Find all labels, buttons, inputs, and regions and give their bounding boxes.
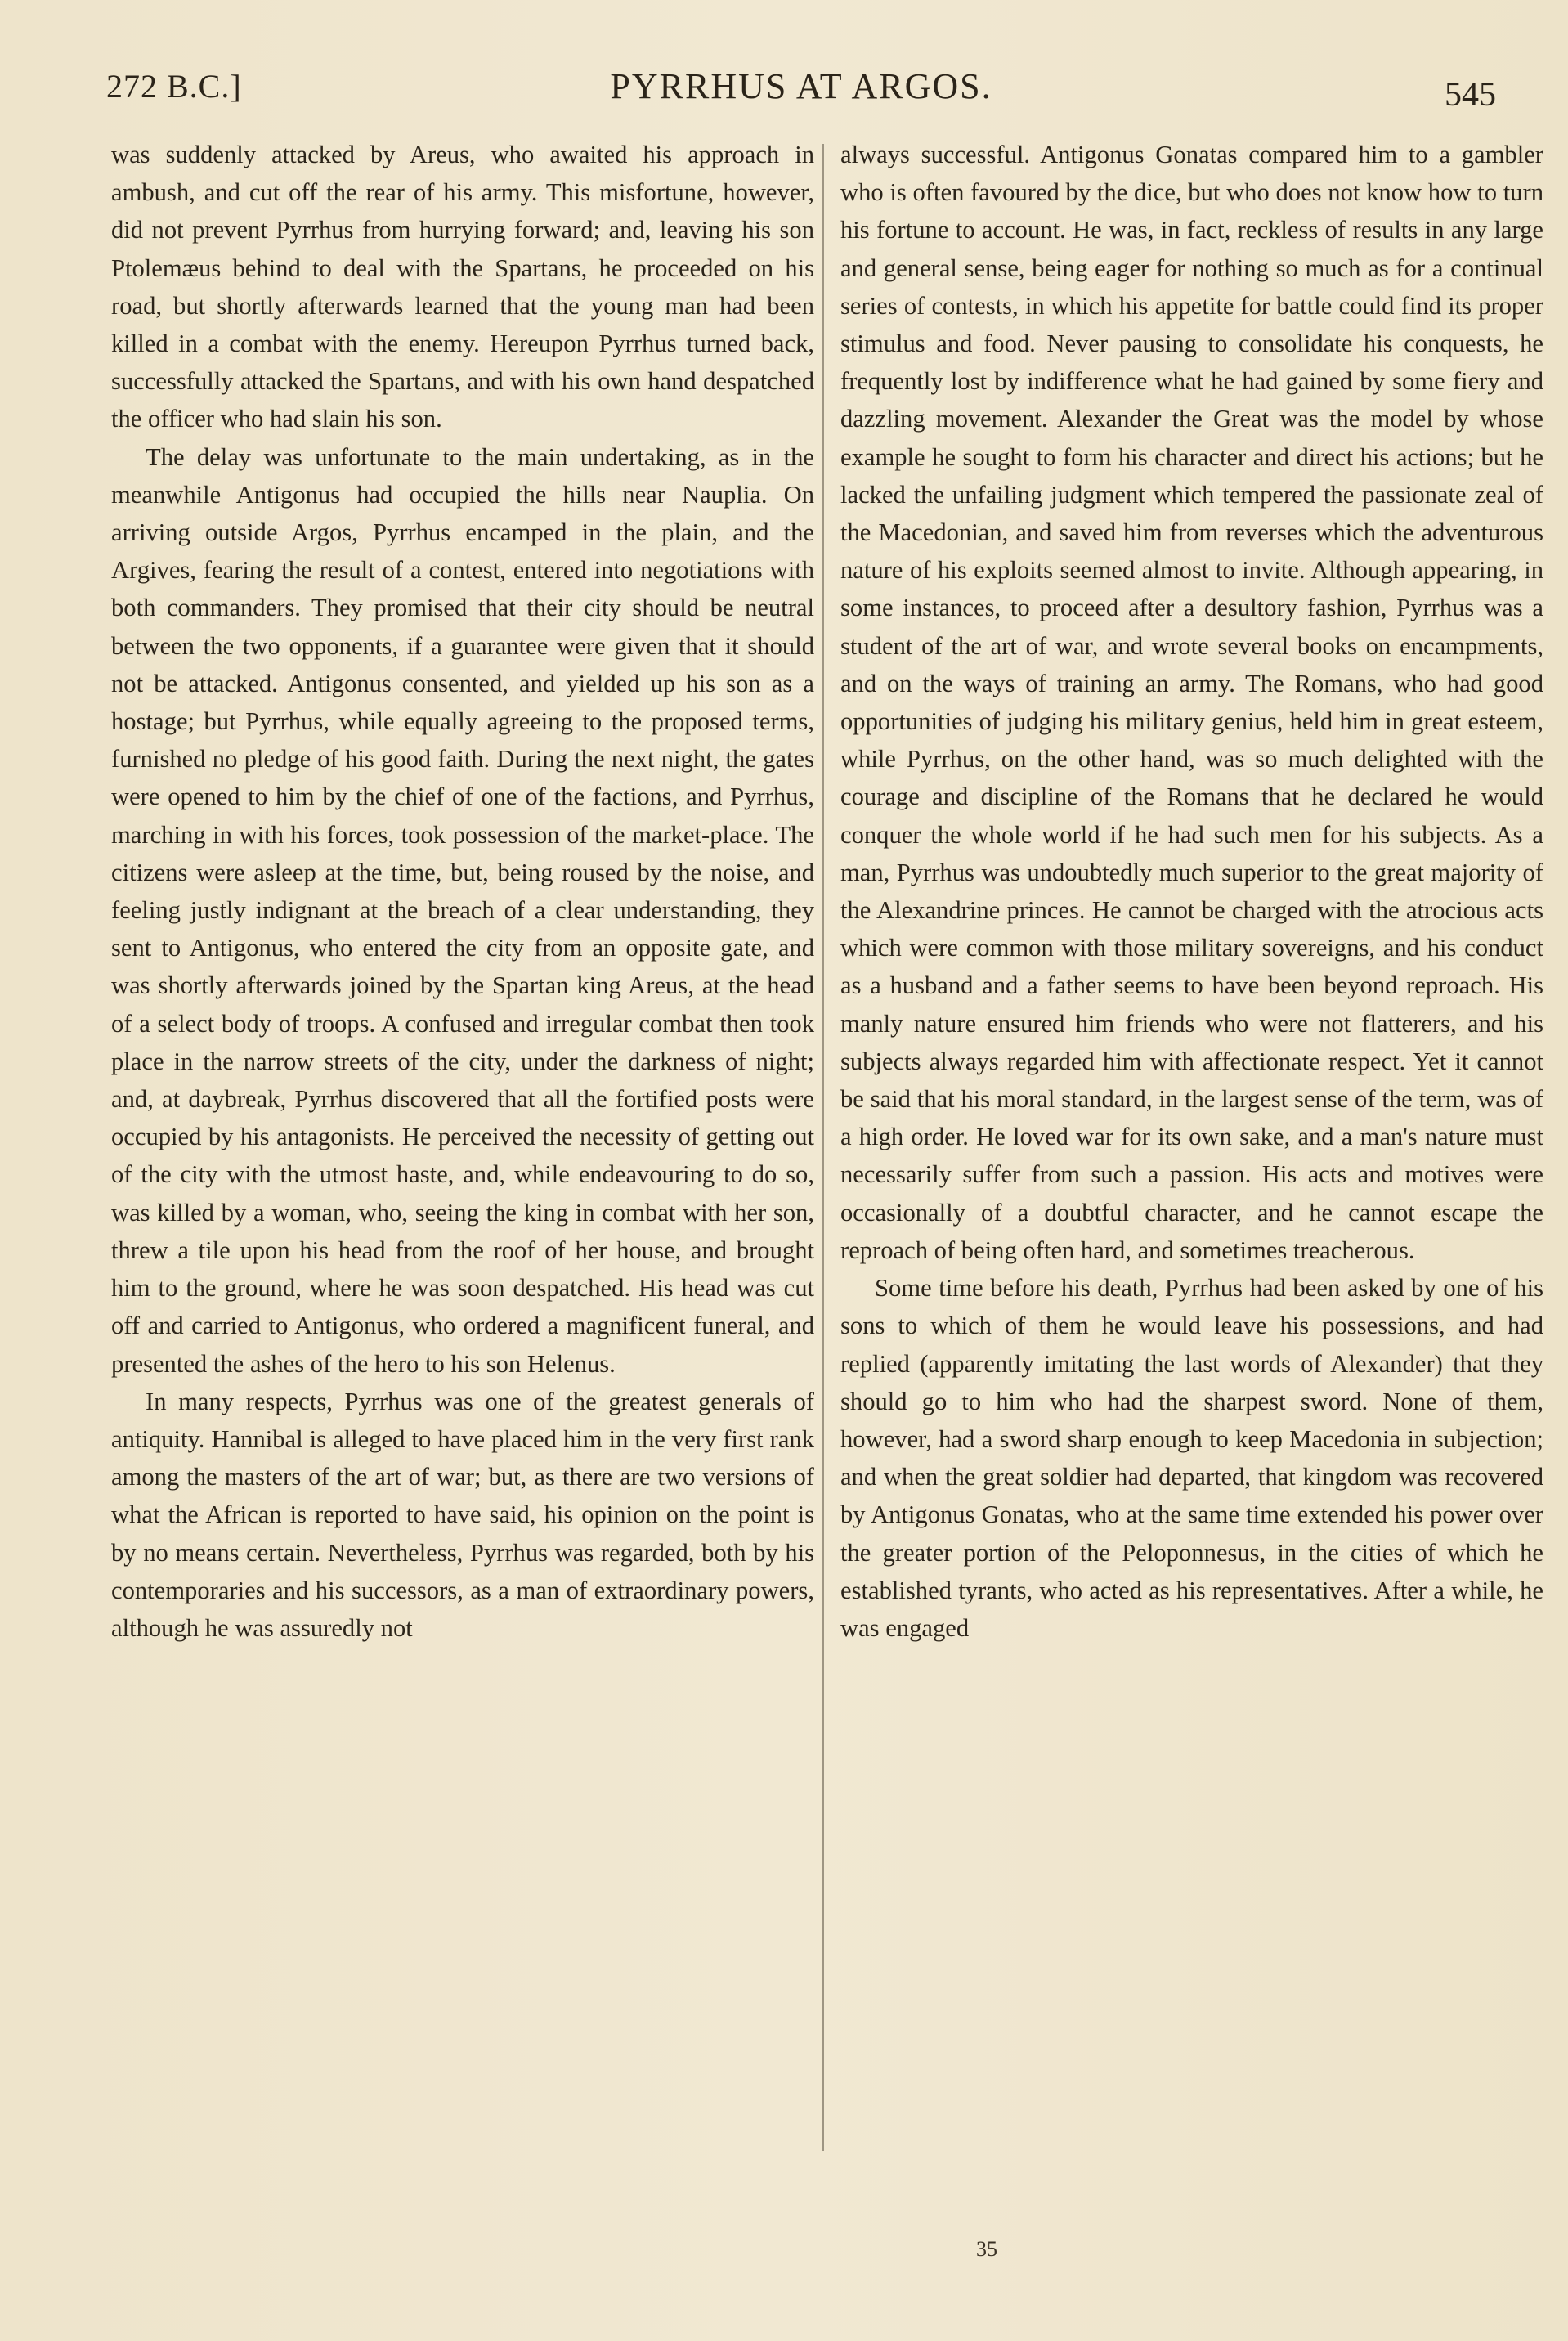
paragraph: was suddenly attacked by Areus, who awaited his approach in ambush, and cut off the rear of his army. This misfortune, however, did not prevent Pyrrhus from hurrying forward; and, leaving his son Ptolemæus behind to deal with the Spartans, he proceeded on his road, but shortly afterwards learned that the young man had been killed in a combat with the enemy. Hereupon Pyrrhus turned back, successfully attacked the Spartans, and with his own hand despatched the officer who had slain his son. — [111, 141, 814, 433]
paragraph: Some time before his death, Pyrrhus had been asked by one of his sons to which of them he would leave his possessions, and had replied (apparently imitating the last words of Alexander) that they should go to him who had the sharpest sword. None of them, however, had a sword sharp enough to keep Macedonia in subjection; and when the great soldier had departed, that kingdom was recovered by Antigonus Gonatas, who at the same time extended his power over the greater portion of the Peloponnesus, in the cities of which he established tyrants, who acted as his representatives. After a while, he was engaged — [840, 1274, 1543, 1642]
paragraph: In many respects, Pyrrhus was one of the greatest generals of antiquity. Hannibal is alleged to have placed him in the very first rank among the masters of the art of war; but, as there are two versions of what the African is reported to have said, his opinion on the point is by no means certain. Nevertheless, Pyrrhus was regarded, both by his contemporaries and his successors, as a man of extraordinary powers, although he was assuredly not — [111, 1387, 814, 1642]
paragraph: The delay was unfortunate to the main undertaking, as in the meanwhile Antigonus had occupied the hills near Nauplia. On arriving outside Argos, Pyrrhus encamped in the plain, and the Argives, fearing the result of a contest, entered into negotiations with both commanders. They promised that their city should be neutral between the two opponents, if a guarantee were given that it should not be attacked. Antigonus consented, and yielded up his son as a hostage; but Pyrrhus, while equally agreeing to the proposed terms, furnished no pledge of his good faith. During the next night, the gates were opened to him by the chief of one of the factions, and Pyrrhus, marching in with his forces, took possession of the market-place. The citizens were asleep at the time, but, being roused by the noise, and feeling justly indignant at the breach of a clear understanding, they sent to Antigonus, who entered the city from an opposite gate, and was shortly afterwards joined by the Spartan king Areus, at the head of a select body of troops. A confused and irregular combat then took place in the narrow streets of the city, under the darkness of night; and, at daybreak, Pyrrhus discovered that all the fortified posts were occupied by his antagonists. He perceived the necessity of getting out of the city with the utmost haste, and, while endeavouring to do so, was killed by a woman, who, seeing the king in combat with her son, threw a tile upon his head from the roof of her house, and brought him to the ground, where he was soon despatched. His head was cut off and carried to Antigonus, who ordered a magnificent funeral, and presented the ashes of the hero to his son Helenus. — [111, 442, 814, 1378]
paragraph: always successful. Antigonus Gonatas compared him to a gambler who is often favoured by the dice, but who does not know how to turn his fortune to account. He was, in fact, reckless of results in any large and general sense, being eager for nothing so much as for a continual series of contests, in which his appetite for battle could find its proper stimulus and food. Never pausing to consolidate his conquests, he frequently lost by indifference what he had gained by some fiery and dazzling movement. Alexander the Great was the model by whose example he sought to form his character and direct his actions; but he lacked the unfailing judgment which tempered the passionate zeal of the Macedonian, and saved him from reverses which the adventurous nature of his exploits seemed almost to invite. Although appearing, in some instances, to proceed after a desultory fashion, Pyrrhus was a student of the art of war, and wrote several books on encampments, and on the ways of training an army. The Romans, who had good opportunities of judging his military genius, held him in great esteem, while Pyrrhus, on the other hand, was so much delighted with the courage and discipline of the Romans that he declared he would conquer the whole world if he had such men for his subjects. As a man, Pyrrhus was undoubtedly much superior to the great majority of the Alexandrine princes. He cannot be charged with the atrocious acts which were common with those military sovereigns, and his conduct as a husband and a father seems to have been beyond reproach. His manly nature ensured him friends who were not flatterers, and his subjects always regarded him with affectionate respect. Yet it cannot be said that his moral standard, in the largest sense of the term, was of a high order. He loved war for its own sake, and a man's nature must necessarily suffer from such a passion. His acts and motives were occasionally of a doubtful character, and he cannot escape the reproach of being often hard, and sometimes treacherous. — [840, 141, 1543, 1264]
page-title: PYRRHUS AT ARGOS. — [610, 66, 992, 106]
left-column — [111, 136, 814, 1647]
header-date: 272 B.C.] — [106, 68, 242, 105]
column-divider — [822, 144, 824, 2151]
signature-mark: 35 — [976, 2237, 997, 2261]
running-header — [106, 57, 1496, 123]
right-column — [840, 136, 1543, 1647]
page-number: 545 — [1445, 76, 1496, 114]
